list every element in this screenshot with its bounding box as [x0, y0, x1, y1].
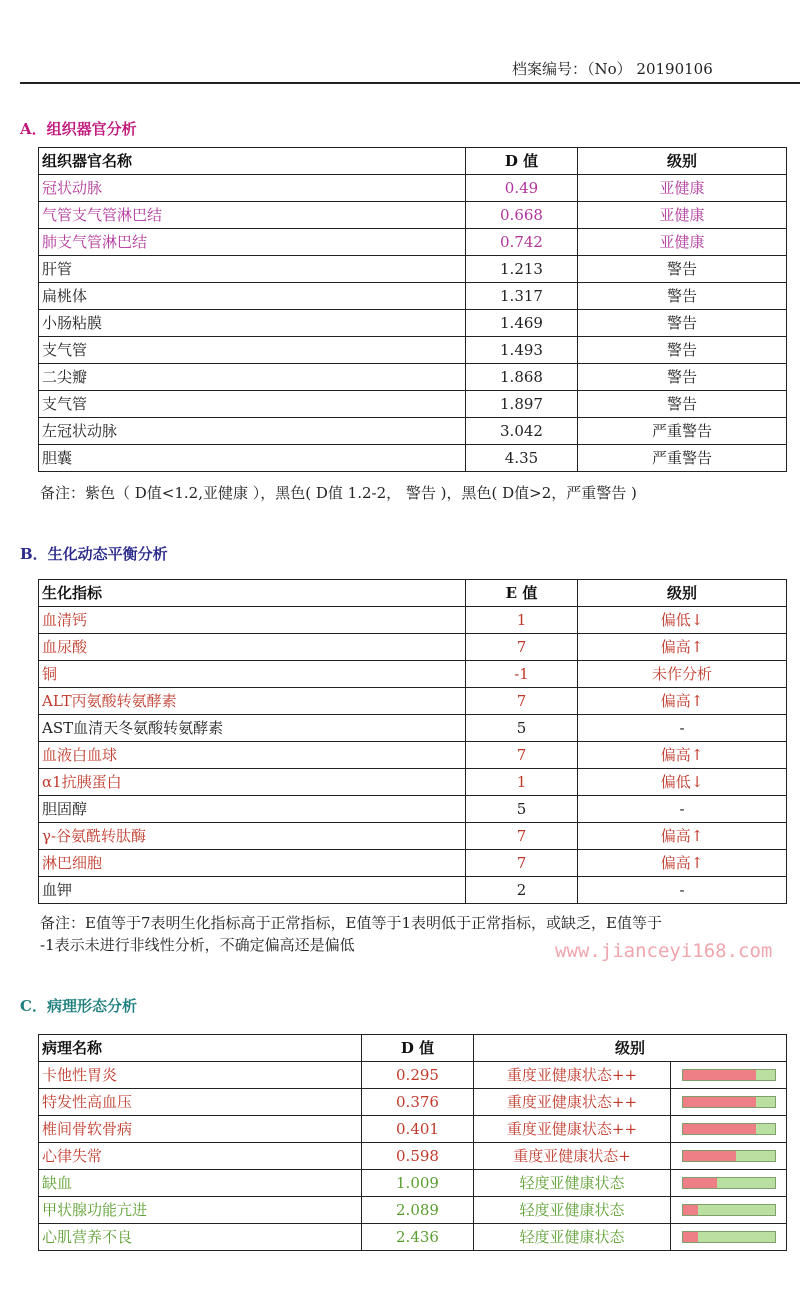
- row-level: -: [578, 796, 787, 823]
- row-name: α1抗胰蛋白: [39, 769, 466, 796]
- table-row: [39, 202, 787, 229]
- table-row: [39, 1224, 787, 1251]
- row-name: 肺支气管淋巴结: [39, 229, 466, 256]
- row-name: 淋巴细胞: [39, 850, 466, 877]
- table-row: [39, 418, 787, 445]
- row-level: 轻度亚健康状态: [474, 1224, 671, 1251]
- row-level: 偏高↑: [578, 850, 787, 877]
- row-value: 5: [466, 715, 578, 742]
- row-value: 0.598: [362, 1143, 474, 1170]
- row-value: 1.213: [466, 256, 578, 283]
- table-header-row: [39, 148, 787, 175]
- row-name: 气管支气管淋巴结: [39, 202, 466, 229]
- table-row: [39, 1062, 787, 1089]
- section-c-title: C．病理形态分析: [20, 997, 137, 1015]
- row-value: 1.868: [466, 364, 578, 391]
- table-row: [39, 1170, 787, 1197]
- row-value: 1.469: [466, 310, 578, 337]
- table-row: [39, 688, 787, 715]
- row-value: 1.493: [466, 337, 578, 364]
- table-row: [39, 1089, 787, 1116]
- row-name: AST血清天冬氨酸转氨酵素: [39, 715, 466, 742]
- biochemical-analysis-table: [38, 579, 787, 904]
- row-value: 0.376: [362, 1089, 474, 1116]
- table-row: [39, 607, 787, 634]
- table-header-row: [39, 580, 787, 607]
- table-row: [39, 229, 787, 256]
- organ-analysis-table: [38, 147, 787, 472]
- row-name: 小肠粘膜: [39, 310, 466, 337]
- row-name: 铜: [39, 661, 466, 688]
- row-name: 血清钙: [39, 607, 466, 634]
- row-value: 2.436: [362, 1224, 474, 1251]
- row-level: 重度亚健康状态++: [474, 1062, 671, 1089]
- row-severity-bar-cell: [671, 1224, 787, 1251]
- row-level: 亚健康: [578, 202, 787, 229]
- row-value: 3.042: [466, 418, 578, 445]
- column-header-value: D 值: [362, 1035, 474, 1062]
- table-header-row: [39, 1035, 787, 1062]
- row-value: 1.009: [362, 1170, 474, 1197]
- section-b-title: B．生化动态平衡分析: [20, 545, 168, 563]
- severity-bar: [682, 1123, 776, 1135]
- row-level: 警告: [578, 283, 787, 310]
- table-row: [39, 742, 787, 769]
- table-row: [39, 364, 787, 391]
- row-level: 亚健康: [578, 229, 787, 256]
- column-header-level: 级别: [578, 148, 787, 175]
- row-name: 血钾: [39, 877, 466, 904]
- table-row: [39, 769, 787, 796]
- row-severity-bar-cell: [671, 1062, 787, 1089]
- section-a-title: A．组织器官分析: [20, 120, 137, 138]
- row-value: 1.317: [466, 283, 578, 310]
- row-level: 严重警告: [578, 445, 787, 472]
- row-name: 卡他性胃炎: [39, 1062, 362, 1089]
- row-level: 严重警告: [578, 418, 787, 445]
- table-row: [39, 1143, 787, 1170]
- section-a-note: 备注：紫色（ D值<1.2,亚健康 ），黑色( D值 1.2-2， 警告 )，黑色( D值>2，严重警告 ): [40, 484, 637, 502]
- row-name: 二尖瓣: [39, 364, 466, 391]
- row-name: 冠状动脉: [39, 175, 466, 202]
- row-name: 椎间骨软骨病: [39, 1116, 362, 1143]
- table-row: [39, 796, 787, 823]
- row-level: 轻度亚健康状态: [474, 1170, 671, 1197]
- severity-bar: [682, 1150, 776, 1162]
- row-value: 1: [466, 607, 578, 634]
- row-name: 血液白血球: [39, 742, 466, 769]
- row-name: ALT丙氨酸转氨酵素: [39, 688, 466, 715]
- table-row: [39, 661, 787, 688]
- table-row: [39, 877, 787, 904]
- row-value: 7: [466, 634, 578, 661]
- table-row: [39, 337, 787, 364]
- column-header-level: 级别: [578, 580, 787, 607]
- severity-bar-fill: [683, 1151, 736, 1161]
- row-name: 扁桃体: [39, 283, 466, 310]
- row-name: 特发性高血压: [39, 1089, 362, 1116]
- row-level: 偏高↑: [578, 742, 787, 769]
- table-row: [39, 310, 787, 337]
- row-name: γ-谷氨酰转肽酶: [39, 823, 466, 850]
- row-level: 亚健康: [578, 175, 787, 202]
- row-severity-bar-cell: [671, 1116, 787, 1143]
- row-value: 2.089: [362, 1197, 474, 1224]
- row-level: 偏高↑: [578, 634, 787, 661]
- row-value: 7: [466, 850, 578, 877]
- table-row: [39, 283, 787, 310]
- row-value: 2: [466, 877, 578, 904]
- column-header-name: 病理名称: [39, 1035, 362, 1062]
- severity-bar: [682, 1096, 776, 1108]
- table-row: [39, 850, 787, 877]
- severity-bar-fill: [683, 1124, 757, 1134]
- table-row: [39, 1116, 787, 1143]
- row-name: 左冠状动脉: [39, 418, 466, 445]
- row-value: 1: [466, 769, 578, 796]
- severity-bar-fill: [683, 1232, 699, 1242]
- row-level: 偏高↑: [578, 688, 787, 715]
- row-level: 偏高↑: [578, 823, 787, 850]
- row-level: 偏低↓: [578, 607, 787, 634]
- row-level: 警告: [578, 256, 787, 283]
- column-header-name: 生化指标: [39, 580, 466, 607]
- column-header-name: 组织器官名称: [39, 148, 466, 175]
- row-name: 胆固醇: [39, 796, 466, 823]
- column-header-level: 级别: [474, 1035, 787, 1062]
- row-level: -: [578, 715, 787, 742]
- row-name: 胆囊: [39, 445, 466, 472]
- section-b-note-line-2: -1表示未进行非线性分析，不确定偏高还是偏低: [40, 936, 355, 954]
- header-divider: [20, 82, 800, 84]
- table-row: [39, 391, 787, 418]
- row-name: 肝管: [39, 256, 466, 283]
- row-level: 重度亚健康状态++: [474, 1089, 671, 1116]
- row-value: 4.35: [466, 445, 578, 472]
- row-value: 7: [466, 742, 578, 769]
- row-level: 警告: [578, 337, 787, 364]
- row-value: 0.668: [466, 202, 578, 229]
- row-level: 警告: [578, 391, 787, 418]
- section-b-note-line-1: 备注：E值等于7表明生化指标高于正常指标，E值等于1表明低于正常指标，或缺乏，E值等于: [40, 914, 662, 932]
- row-level: -: [578, 877, 787, 904]
- table-row: [39, 634, 787, 661]
- row-value: 1.897: [466, 391, 578, 418]
- table-row: [39, 1197, 787, 1224]
- table-row: [39, 445, 787, 472]
- severity-bar: [682, 1069, 776, 1081]
- row-value: 0.295: [362, 1062, 474, 1089]
- row-level: 警告: [578, 364, 787, 391]
- row-value: 7: [466, 823, 578, 850]
- watermark: www.jianceyi168.com: [555, 940, 773, 962]
- row-value: -1: [466, 661, 578, 688]
- row-name: 甲状腺功能亢进: [39, 1197, 362, 1224]
- row-value: 0.49: [466, 175, 578, 202]
- row-level: 警告: [578, 310, 787, 337]
- severity-bar: [682, 1204, 776, 1216]
- row-name: 缺血: [39, 1170, 362, 1197]
- row-severity-bar-cell: [671, 1143, 787, 1170]
- row-value: 0.742: [466, 229, 578, 256]
- column-header-value: D 值: [466, 148, 578, 175]
- table-row: [39, 823, 787, 850]
- severity-bar: [682, 1231, 776, 1243]
- severity-bar-fill: [683, 1178, 718, 1188]
- severity-bar-fill: [683, 1070, 757, 1080]
- row-severity-bar-cell: [671, 1197, 787, 1224]
- row-value: 5: [466, 796, 578, 823]
- severity-bar-fill: [683, 1205, 699, 1215]
- row-value: 0.401: [362, 1116, 474, 1143]
- row-name: 支气管: [39, 391, 466, 418]
- row-level: 重度亚健康状态++: [474, 1116, 671, 1143]
- severity-bar: [682, 1177, 776, 1189]
- row-level: 偏低↓: [578, 769, 787, 796]
- row-value: 7: [466, 688, 578, 715]
- table-row: [39, 175, 787, 202]
- row-name: 血尿酸: [39, 634, 466, 661]
- row-severity-bar-cell: [671, 1170, 787, 1197]
- row-level: 重度亚健康状态+: [474, 1143, 671, 1170]
- row-severity-bar-cell: [671, 1089, 787, 1116]
- row-name: 心肌营养不良: [39, 1224, 362, 1251]
- table-row: [39, 715, 787, 742]
- table-row: [39, 256, 787, 283]
- row-name: 支气管: [39, 337, 466, 364]
- row-name: 心律失常: [39, 1143, 362, 1170]
- row-level: 轻度亚健康状态: [474, 1197, 671, 1224]
- pathology-analysis-table: [38, 1034, 787, 1251]
- column-header-value: E 值: [466, 580, 578, 607]
- severity-bar-fill: [683, 1097, 757, 1107]
- row-level: 未作分析: [578, 661, 787, 688]
- file-number: 档案编号：（No） 20190106: [512, 60, 713, 78]
